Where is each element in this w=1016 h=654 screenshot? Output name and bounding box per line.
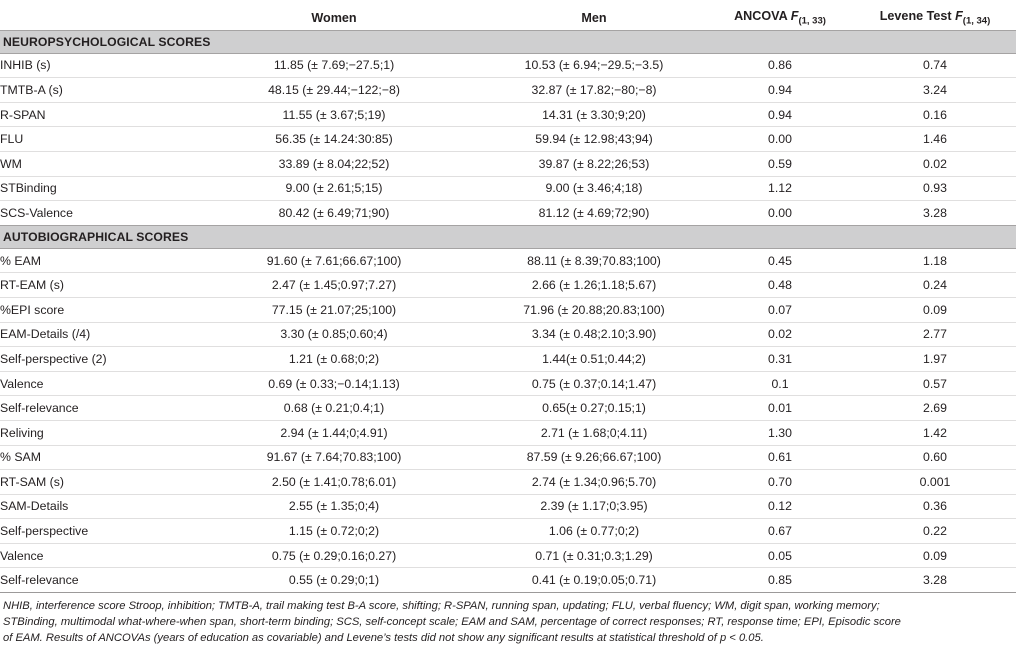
cell-ancova: 0.85: [768, 573, 792, 588]
cell-ancova: 0.01: [768, 401, 792, 416]
section-title: NEUROPSYCHOLOGICAL SCORES: [0, 30, 1016, 53]
cell-levene: 0.36: [923, 499, 947, 514]
cell-ancova: 0.59: [768, 156, 792, 171]
cell-ancova: 0.48: [768, 278, 792, 293]
header-men: Men: [581, 10, 607, 25]
cell-levene: 2.77: [923, 327, 947, 342]
cell-women: 3.30 (± 0.85;0.60;4): [280, 327, 388, 342]
table-header-row: [0, 6, 1016, 30]
table-row: [0, 176, 1016, 201]
cell-men: 3.34 (± 0.48;2.10;3.90): [531, 327, 657, 342]
cell-ancova: 0.00: [768, 132, 792, 147]
header-ancova-f: F: [790, 9, 799, 24]
row-label: EAM-Details (/4): [0, 327, 91, 342]
table-row: [0, 273, 1016, 298]
cell-levene: 0.02: [923, 156, 947, 171]
cell-men: 88.11 (± 8.39;70.83;100): [527, 253, 661, 268]
cell-women: 91.67 (± 7.64;70.83;100): [266, 450, 402, 465]
row-label: Self-perspective (2): [0, 351, 107, 366]
table-row: [0, 420, 1016, 445]
cell-levene: 1.46: [923, 132, 947, 147]
cell-women: 11.85 (± 7.69;−27.5;1): [273, 58, 395, 73]
header-levene-df: (1, 34): [962, 15, 991, 27]
cell-ancova: 0.07: [768, 302, 792, 317]
cell-levene: 0.60: [923, 450, 947, 465]
cell-ancova: 0.1: [771, 376, 789, 391]
table-row: [0, 371, 1016, 396]
row-label: TMTB-A (s): [0, 82, 63, 97]
cell-men: 2.71 (± 1.68;0;4.11): [540, 425, 648, 440]
row-label: Reliving: [0, 425, 44, 440]
cell-levene: 3.28: [923, 573, 947, 588]
table-row: [0, 78, 1016, 103]
row-label: %EPI score: [0, 302, 65, 317]
cell-ancova: 0.70: [768, 474, 792, 489]
cell-levene: 0.001: [919, 474, 951, 489]
cell-men: 1.44(± 0.51;0.44;2): [542, 351, 646, 366]
cell-levene: 0.09: [923, 548, 947, 563]
row-label: % SAM: [0, 450, 41, 465]
cell-levene: 2.69: [923, 401, 947, 416]
cell-men: 59.94 (± 12.98;43;94): [535, 132, 653, 147]
cell-men: 0.71 (± 0.31;0.3;1.29): [535, 548, 653, 563]
cell-levene: 0.09: [923, 302, 947, 317]
cell-men: 2.74 (± 1.34;0.96;5.70): [531, 474, 657, 489]
cell-ancova: 0.94: [768, 107, 792, 122]
header-women: Women: [311, 10, 357, 25]
cell-men: 2.66 (± 1.26;1.18;5.67): [531, 278, 657, 293]
footnote-line: STBinding, multimodal what-where-when span, short-term binding; SCS, self-concept scale; EAM and SAM, percentage of correct responses; RT, response time; EPI, Episodic score: [3, 616, 901, 629]
cell-men: 81.12 (± 4.69;72;90): [538, 205, 650, 220]
row-label: SCS-Valence: [0, 205, 73, 220]
table-row: [0, 396, 1016, 421]
cell-women: 2.47 (± 1.45;0.97;7.27): [271, 278, 397, 293]
cell-men: 9.00 (± 3.46;4;18): [545, 181, 643, 196]
table-row: [0, 201, 1016, 226]
row-label: Valence: [0, 548, 44, 563]
cell-men: 1.06 (± 0.77;0;2): [548, 524, 640, 539]
table-row: [0, 519, 1016, 544]
cell-levene: 1.97: [923, 351, 947, 366]
cell-men: 32.87 (± 17.82;−80;−8): [531, 82, 657, 97]
cell-women: 77.15 (± 21.07;25;100): [271, 302, 397, 317]
row-label: Valence: [0, 376, 44, 391]
cell-ancova: 0.00: [768, 205, 792, 220]
cell-women: 80.42 (± 6.49;71;90): [278, 205, 390, 220]
table-footnote: [3, 598, 1013, 647]
table-row: [0, 347, 1016, 372]
header-ancova-text: ANCOVA: [734, 9, 791, 24]
cell-men: 87.59 (± 9.26;66.67;100): [526, 450, 662, 465]
results-table: [0, 6, 1016, 593]
cell-women: 0.75 (± 0.29;0.16;0.27): [271, 548, 397, 563]
table-row: [0, 543, 1016, 568]
table-row: [0, 445, 1016, 470]
row-label: FLU: [0, 132, 24, 147]
cell-women: 91.60 (± 7.61;66.67;100): [266, 253, 402, 268]
row-label: Self-relevance: [0, 573, 79, 588]
section-title: AUTOBIOGRAPHICAL SCORES: [0, 225, 1016, 248]
cell-men: 71.96 (± 20.88;20.83;100): [523, 302, 665, 317]
header-levene-f: F: [955, 9, 963, 24]
cell-levene: 0.74: [923, 58, 947, 73]
cell-ancova: 0.05: [768, 548, 792, 563]
header-ancova-df: (1, 33): [798, 15, 826, 27]
table-row: [0, 102, 1016, 127]
cell-levene: 0.16: [923, 107, 947, 122]
cell-ancova: 0.45: [768, 253, 792, 268]
header-ancova: [706, 6, 854, 30]
cell-women: 56.35 (± 14.24:30:85): [275, 132, 393, 147]
footnote-line: of EAM. Results of ANCOVAs (years of education as covariable) and Levene’s tests did not show any significant results at statistical threshold of p < 0.05.: [3, 632, 764, 645]
table-row: [0, 322, 1016, 347]
cell-ancova: 0.12: [768, 499, 792, 514]
row-label: Self-relevance: [0, 401, 79, 416]
table-row: [0, 470, 1016, 495]
section-header-row: [0, 30, 1016, 53]
cell-ancova: 1.30: [768, 425, 792, 440]
cell-ancova: 1.12: [768, 181, 792, 196]
cell-women: 0.69 (± 0.33;−0.14;1.13): [268, 376, 400, 391]
table-row: [0, 494, 1016, 519]
cell-men: 10.53 (± 6.94;−29.5;−3.5): [524, 58, 664, 73]
cell-levene: 0.57: [923, 376, 947, 391]
cell-men: 39.87 (± 8.22;26;53): [538, 156, 650, 171]
cell-men: 2.39 (± 1.17;0;3.95): [540, 499, 648, 514]
cell-levene: 1.18: [923, 253, 947, 268]
row-label: INHIB (s): [0, 58, 51, 73]
table-row: [0, 127, 1016, 152]
footnote-line: NHIB, interference score Stroop, inhibition; TMTB-A, trail making test B-A score, shifting; R-SPAN, running span, updating; FLU, verbal fluency; WM, digit span, working memory;: [3, 600, 880, 612]
cell-women: 0.55 (± 0.29;0;1): [288, 573, 380, 588]
cell-women: 9.00 (± 2.61;5;15): [285, 181, 383, 196]
cell-women: 2.50 (± 1.41;0.78;6.01): [271, 474, 397, 489]
cell-men: 0.65(± 0.27;0.15;1): [542, 401, 646, 416]
row-label: % EAM: [0, 253, 41, 268]
section-header-row: [0, 225, 1016, 248]
row-label: WM: [0, 156, 22, 171]
header-levene: [854, 6, 1016, 30]
cell-levene: 3.24: [923, 82, 947, 97]
table-row: [0, 248, 1016, 273]
cell-women: 1.21 (± 0.68;0;2): [288, 351, 380, 366]
cell-ancova: 0.67: [768, 524, 792, 539]
row-label: SAM-Details: [0, 499, 69, 514]
table-row: [0, 151, 1016, 176]
cell-women: 1.15 (± 0.72;0;2): [288, 524, 380, 539]
row-label: RT-SAM (s): [0, 474, 64, 489]
cell-ancova: 0.86: [768, 58, 792, 73]
table-row: [0, 568, 1016, 593]
row-label: RT-EAM (s): [0, 278, 64, 293]
cell-women: 0.68 (± 0.21;0.4;1): [283, 401, 385, 416]
cell-men: 14.31 (± 3.30;9;20): [542, 107, 646, 122]
cell-levene: 0.24: [923, 278, 947, 293]
cell-women: 48.15 (± 29.44;−122;−8): [268, 82, 400, 97]
row-label: Self-perspective: [0, 524, 89, 539]
cell-women: 2.94 (± 1.44;0;4.91): [280, 425, 388, 440]
cell-men: 0.41 (± 0.19;0.05;0.71): [531, 573, 657, 588]
table-row: [0, 297, 1016, 322]
cell-ancova: 0.94: [768, 82, 792, 97]
cell-women: 33.89 (± 8.04;22;52): [278, 156, 390, 171]
table-body: [0, 30, 1016, 592]
cell-women: 2.55 (± 1.35;0;4): [288, 499, 380, 514]
cell-men: 0.75 (± 0.37;0.14;1.47): [531, 376, 657, 391]
cell-ancova: 0.31: [768, 351, 792, 366]
cell-ancova: 0.02: [768, 327, 792, 342]
row-label: STBinding: [0, 181, 57, 196]
header-label: [0, 6, 186, 30]
cell-levene: 0.22: [923, 524, 947, 539]
cell-women: 11.55 (± 3.67;5;19): [282, 107, 386, 122]
table-row: [0, 53, 1016, 78]
cell-levene: 3.28: [923, 205, 947, 220]
cell-levene: 0.93: [923, 181, 947, 196]
header-levene-text: Levene Test: [879, 9, 956, 24]
cell-ancova: 0.61: [768, 450, 792, 465]
cell-levene: 1.42: [923, 425, 947, 440]
row-label: R-SPAN: [0, 107, 46, 122]
